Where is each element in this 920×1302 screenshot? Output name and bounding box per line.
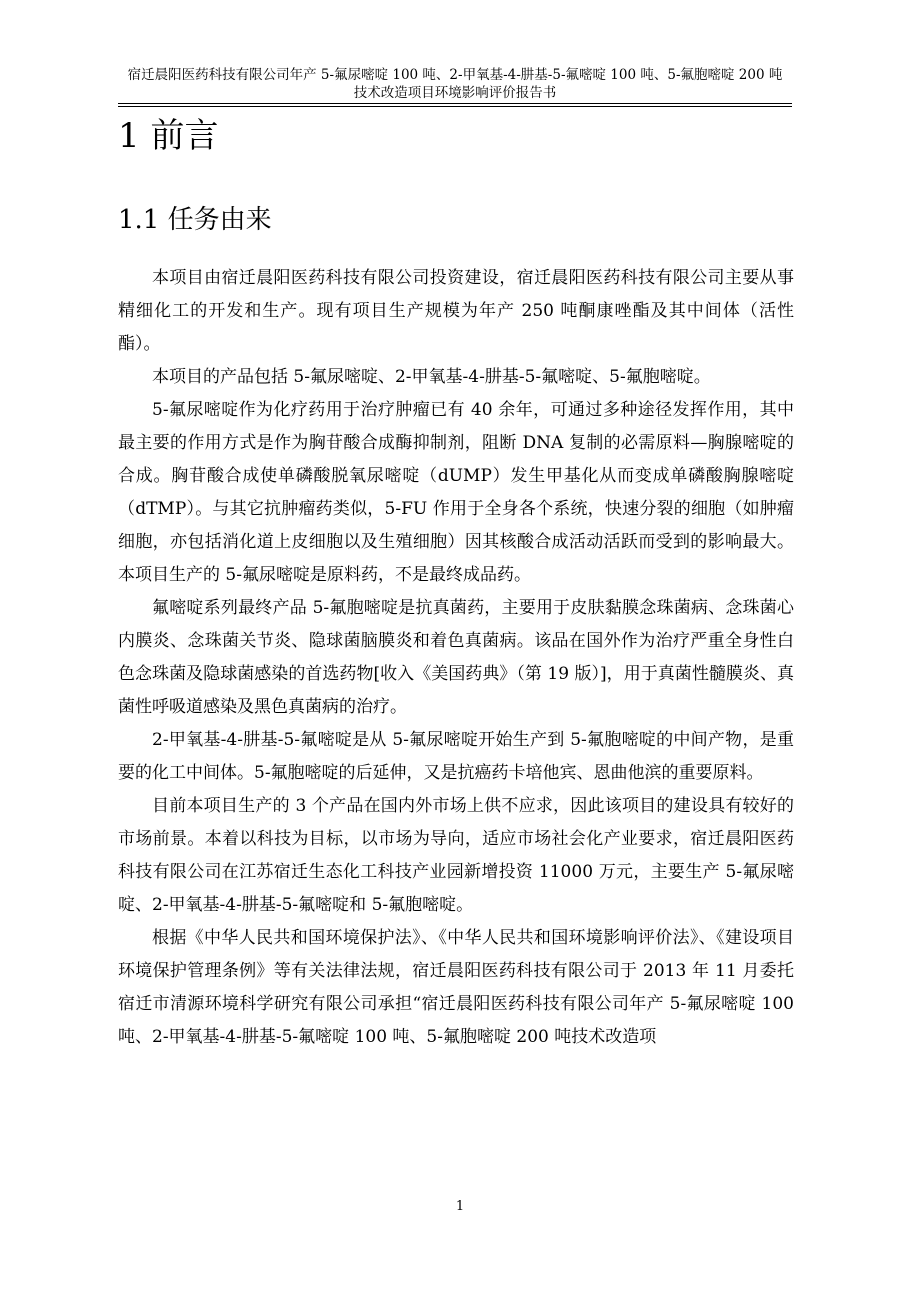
page-number: 1 bbox=[455, 1199, 465, 1214]
header-line-2: 技术改造项目环境影响评价报告书 bbox=[353, 85, 557, 101]
chapter-title: 1 前言 bbox=[118, 116, 219, 156]
header-line-1: 宿迁晨阳医药科技有限公司年产 5-氟尿嘧啶 100 吨、2-甲氧基-4-肼基-5-氟嘧啶 100 吨、5-氟胞嘧啶 200 吨 bbox=[127, 67, 783, 83]
paragraph: 5-氟尿嘧啶作为化疗药用于治疗肿瘤已有 40 余年，可通过多种途径发挥作用，其中最主要的作用方式是作为胸苷酸合成酶抑制剂，阻断 DNA 复制的必需原料—胸腺嘧啶的合成。胸苷酸合成使单磷酸脱氧尿嘧啶（dUMP）发生甲基化从而变成单磷酸胸腺嘧啶（dTMP）。与其它抗肿瘤药类似，5-FU 作用于全身各个系统，快速分裂的细胞（如肿瘤细胞，亦包括消化道上皮细胞以及生殖细胞）因其核酸合成活动活跃而受到的影响最大。本项目生产的 5-氟尿嘧啶是原料药，不是最终成品药。 bbox=[118, 400, 794, 585]
header-rule bbox=[118, 103, 792, 107]
paragraph: 氟嘧啶系列最终产品 5-氟胞嘧啶是抗真菌药，主要用于皮肤黏膜念珠菌病、念珠菌心内膜炎、念珠菌关节炎、隐球菌脑膜炎和着色真菌病。该品在国外作为治疗严重全身性白色念珠菌及隐球菌感染的首选药物[收入《美国药典》（第 19 版）]，用于真菌性髓膜炎、真菌性呼吸道感染及黑色真菌病的治疗。 bbox=[118, 598, 794, 717]
paragraph: 本项目由宿迁晨阳医药科技有限公司投资建设，宿迁晨阳医药科技有限公司主要从事精细化工的开发和生产。现有项目生产规模为年产 250 吨酮康唑酯及其中间体（活性酯）。 bbox=[118, 268, 794, 354]
paragraph: 目前本项目生产的 3 个产品在国内外市场上供不应求，因此该项目的建设具有较好的市场前景。本着以科技为目标，以市场为导向，适应市场社会化产业要求，宿迁晨阳医药科技有限公司在江苏宿迁生态化工科技产业园新增投资 11000 万元，主要生产 5-氟尿嘧啶、2-甲氧基-4-肼基-5-氟嘧啶和 5-氟胞嘧啶。 bbox=[118, 796, 794, 915]
section-title: 1.1 任务由来 bbox=[118, 205, 272, 235]
body-text bbox=[118, 262, 794, 1054]
paragraph: 本项目的产品包括 5-氟尿嘧啶、2-甲氧基-4-肼基-5-氟嘧啶、5-氟胞嘧啶。 bbox=[152, 367, 711, 387]
running-header bbox=[118, 66, 792, 102]
paragraph: 根据《中华人民共和国环境保护法》、《中华人民共和国环境影响评价法》、《建设项目环境保护管理条例》等有关法律法规，宿迁晨阳医药科技有限公司于 2013 年 11 月委托宿迁市清源环境科学研究有限公司承担“宿迁晨阳医药科技有限公司年产 5-氟尿嘧啶 100 吨、2-甲氧基-4-肼基-5-氟嘧啶 100 吨、5-氟胞嘧啶 200 吨技术改造项 bbox=[118, 928, 794, 1047]
paragraph: 2-甲氧基-4-肼基-5-氟嘧啶是从 5-氟尿嘧啶开始生产到 5-氟胞嘧啶的中间产物，是重要的化工中间体。5-氟胞嘧啶的后延伸，又是抗癌药卡培他宾、恩曲他滨的重要原料。 bbox=[118, 730, 794, 783]
